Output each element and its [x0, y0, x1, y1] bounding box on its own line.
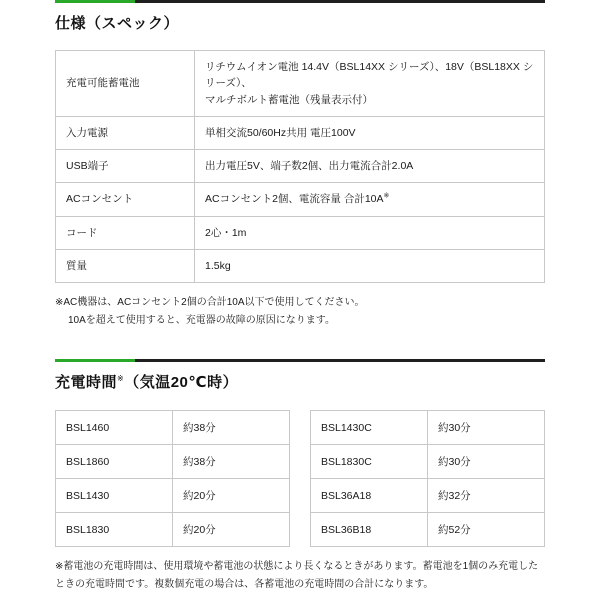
spec-value-battery-line2: マルチボルト蓄電池（残量表示付）: [205, 93, 373, 106]
spec-section-divider: [55, 0, 545, 3]
table-row: [56, 445, 290, 479]
spec-value-ac-outlet-text: ACコンセント2個、電流容量 合計10A: [205, 193, 384, 206]
spec-label-weight: 質量: [56, 249, 195, 282]
charge-section-title-text: 充電時間: [55, 374, 118, 392]
charge-section-title: [55, 371, 545, 392]
spec-label-battery: 充電可能蓄電池: [56, 51, 195, 117]
charge-time: 約30分: [428, 411, 545, 445]
charge-footnote-line1: ※蓄電池の充電時間は、使用環境や蓄電池の状態により長くなるときがあります。蓄電池を1個のみ充電した: [55, 561, 539, 573]
charge-model: BSL36A18: [311, 479, 428, 513]
table-row: [56, 216, 545, 249]
charge-model: BSL1830: [56, 513, 173, 547]
table-row: [56, 479, 290, 513]
spec-value-input-power: 単相交流50/60Hz共用 電圧100V: [195, 116, 545, 149]
table-row: [311, 445, 545, 479]
spec-footnote-line1: ※AC機器は、ACコンセント2個の合計10A以下で使用してください。: [55, 297, 365, 309]
charge-footnote: [55, 558, 545, 594]
charge-time: 約20分: [173, 513, 290, 547]
footnote-marker: ※: [383, 192, 390, 200]
spec-footnote-line2: 10Aを超えて使用すると、充電器の故障の原因になります。: [68, 314, 335, 326]
spec-value-battery-line1: リチウムイオン電池 14.4V（BSL14XX シリーズ）、18V（BSL18XX シリーズ）、: [205, 61, 534, 90]
spec-table-wrapper: [55, 50, 545, 283]
table-row: [56, 411, 290, 445]
spec-footnote: [55, 294, 545, 329]
spec-section: [55, 0, 545, 329]
charge-section-divider: [55, 359, 545, 362]
spec-value-usb: 出力電圧5V、端子数2個、出力電流合計2.0A: [195, 150, 545, 183]
charge-model: BSL36B18: [311, 513, 428, 547]
table-row: [56, 249, 545, 282]
charge-time-section: [55, 359, 545, 594]
charge-model: BSL1430: [56, 479, 173, 513]
spec-label-ac-outlet: ACコンセント: [56, 183, 195, 216]
charge-model: BSL1860: [56, 445, 173, 479]
charge-time: 約30分: [428, 445, 545, 479]
spec-value-ac-outlet: [195, 183, 545, 216]
table-row: [56, 116, 545, 149]
table-row: [56, 513, 290, 547]
table-row: [56, 183, 545, 216]
accent-rule-green: [55, 359, 135, 362]
accent-rule-green: [55, 0, 135, 3]
charge-time: 約32分: [428, 479, 545, 513]
charge-model: BSL1830C: [311, 445, 428, 479]
spec-value-weight: 1.5kg: [195, 249, 545, 282]
table-row: [311, 479, 545, 513]
spec-label-cord: コード: [56, 216, 195, 249]
charge-time: 約20分: [173, 479, 290, 513]
table-row: [311, 411, 545, 445]
spec-value-cord: 2心・1m: [195, 216, 545, 249]
charge-section-title-rest: （気温20℃時）: [124, 374, 239, 392]
table-row: [311, 513, 545, 547]
charge-time: 約38分: [173, 445, 290, 479]
spec-table: [55, 50, 545, 283]
table-row: [56, 51, 545, 117]
table-row: [56, 150, 545, 183]
footnote-marker: ※: [117, 374, 125, 384]
charge-time: 約38分: [173, 411, 290, 445]
spec-section-title: 仕様（スペック）: [55, 15, 180, 32]
charge-model: BSL1460: [56, 411, 173, 445]
charge-table-left: [55, 410, 290, 547]
charge-tables-wrapper: [55, 410, 545, 547]
charge-model: BSL1430C: [311, 411, 428, 445]
spec-label-usb: USB端子: [56, 150, 195, 183]
spec-value-battery: [195, 51, 545, 117]
charge-table-right: [310, 410, 545, 547]
charge-footnote-line2: ときの充電時間です。複数個充電の場合は、各蓄電池の充電時間の合計になります。: [55, 579, 434, 591]
charge-time: 約52分: [428, 513, 545, 547]
spec-label-input-power: 入力電源: [56, 116, 195, 149]
